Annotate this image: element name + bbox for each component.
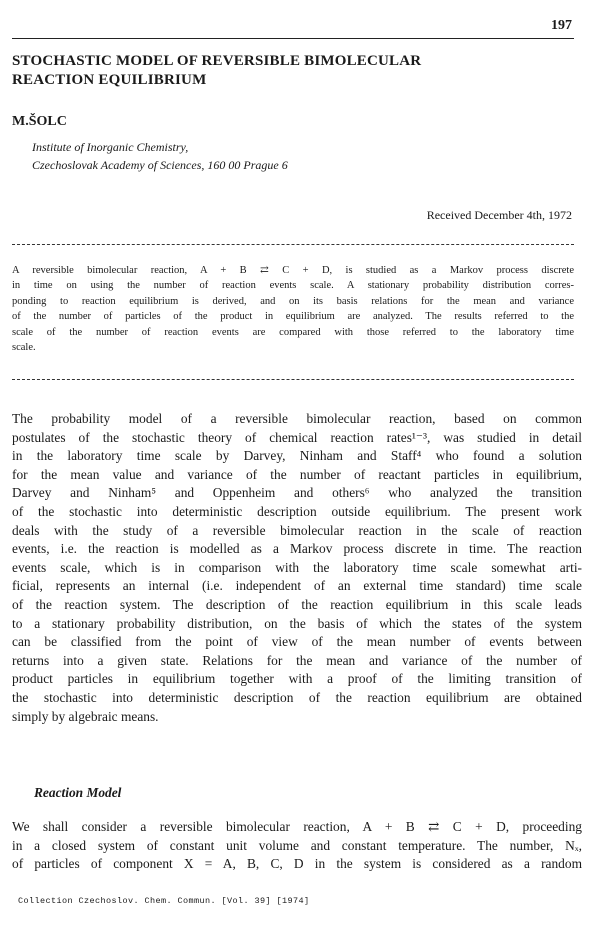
abstract-line: of the number of particles of the product in equilibrium are analyzed. The results referred to the (12, 311, 574, 323)
body-line: to a stationary probability distribution, on the basis of which the states of the system (12, 615, 582, 631)
page-number: 197 (551, 18, 572, 33)
body-line: deals with the study of a reversible bimolecular reaction in the scale of reaction (12, 522, 582, 538)
body-line: for the mean value and variance of the number of reactant particles in equilibrium, (12, 466, 582, 482)
article-title (12, 52, 572, 90)
body-line: of the reaction system. The description of the reaction equilibrium in this scale leads (12, 596, 582, 612)
body-line: in a closed system of constant unit volume and constant temperature. The number, Nₓ, (12, 837, 582, 853)
abstract-line: scale. (12, 342, 36, 354)
abstract-line: scale of the number of reaction events are compared with those referred to the laboratory time (12, 326, 574, 338)
introduction-paragraph (12, 410, 582, 726)
abstract-line: ponding to reaction equilibrium is derived, and on its basis relations for the mean and variance (12, 295, 574, 307)
received-date: Received December 4th, 1972 (426, 208, 572, 222)
journal-citation: Collection Czechoslov. Chem. Commun. [Vol. 39] [1974] (18, 896, 310, 906)
abstract-line: A reversible bimolecular reaction, A + B ⇄ C + D, is studied as a Markov process discrete (12, 265, 574, 276)
body-line: events scale, which is in comparison with the laboratory time scale somewhat arti- (12, 559, 582, 575)
abstract-top-rule (12, 244, 574, 245)
header-rule (12, 38, 574, 39)
body-line: postulates of the stochastic theory of chemical reaction rates¹⁻³, was studied in detail (12, 429, 582, 445)
title-line-1: STOCHASTIC MODEL OF REVERSIBLE BIMOLECULAR (12, 53, 422, 69)
body-line: simply by algebraic means. (12, 708, 159, 724)
abstract-line: in time on using the number of reaction events scale. A stationary probability distribution corres- (12, 280, 574, 292)
body-line: of particles of component X = A, B, C, D in the system is considered as a random (12, 856, 582, 872)
author-affiliation (32, 138, 288, 174)
section-heading: Reaction Model (34, 785, 122, 800)
body-line: in the laboratory time scale by Darvey, Ninham and Staff⁴ who found a solution (12, 448, 582, 464)
affiliation-line-1: Institute of Inorganic Chemistry, (32, 140, 189, 154)
body-line: of the stochastic into deterministic description outside equilibrium. The present work (12, 503, 582, 519)
body-line: ficial, represents an internal (i.e. independent of an external time standard) time scale (12, 578, 582, 594)
body-line: events, i.e. the reaction is modelled as a Markov process discrete in time. The reaction (12, 541, 582, 557)
body-line: The probability model of a reversible bimolecular reaction, based on common (12, 411, 582, 426)
affiliation-line-2: Czechoslovak Academy of Sciences, 160 00 Prague 6 (32, 158, 288, 172)
reaction-model-paragraph (12, 818, 582, 874)
body-line: We shall consider a reversible bimolecular reaction, A + B ⇄ C + D, proceeding (12, 819, 582, 834)
author-name: M.ŠOLC (12, 114, 67, 129)
abstract-bottom-rule (12, 379, 574, 380)
body-line: the stochastic into deterministic description of the reaction equilibrium are obtained (12, 689, 582, 705)
abstract (12, 263, 574, 355)
body-line: Darvey and Ninham⁵ and Oppenheim and others⁶ who analyzed the transition (12, 485, 582, 501)
body-line: can be classified from the point of view of the mean number of events between (12, 634, 582, 650)
body-line: product particles in equilibrium together with a proof of the limiting transition of (12, 671, 582, 687)
body-line: returns into a given state. Relations for the mean and variance of the number of (12, 652, 582, 668)
title-line-2: REACTION EQUILIBRIUM (12, 72, 207, 88)
